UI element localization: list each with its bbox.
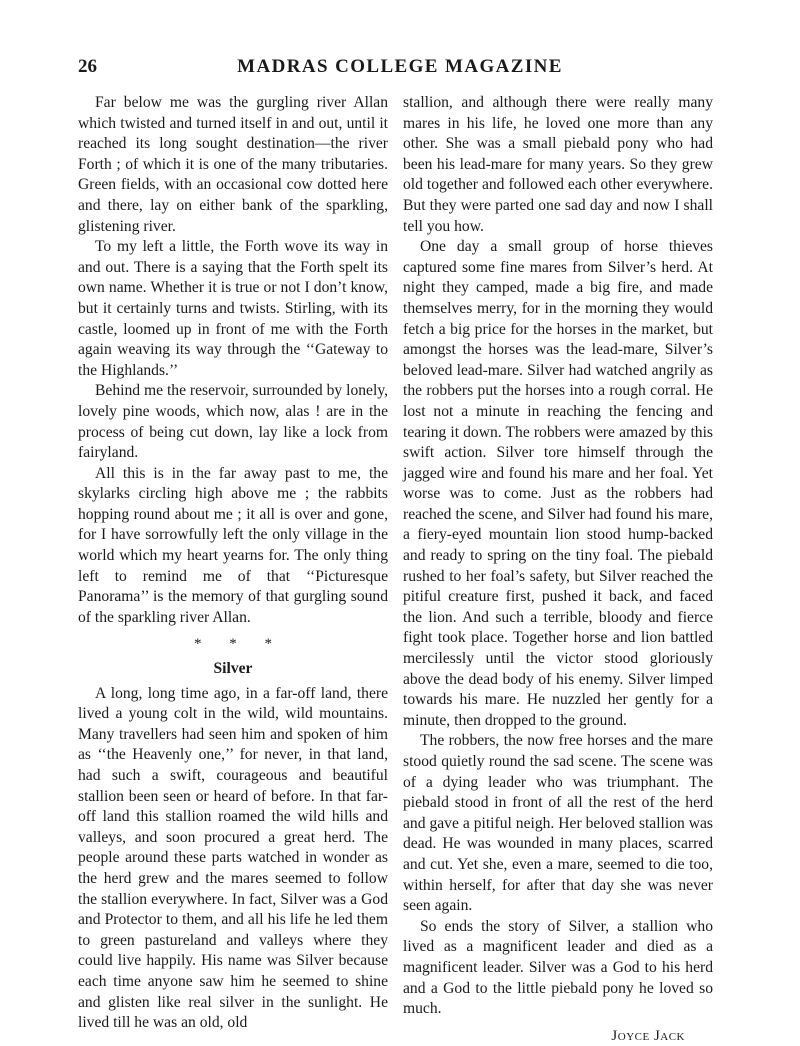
paragraph: Far below me was the gurgling river Allan which twisted and turned itself in and out, until it reached its long sought destination—the river Forth ; of which it is one of the many tributaries. Green fields, with an occasional cow dotted here and there, lay on either bank of the sparkling, glistening river. — [78, 94, 388, 235]
paragraph: To my left a little, the Forth wove its way in and out. There is a saying that the Forth spelt its own name. Whether it is true or not I don’t know, but it certainly turns and twists. Stirling, with its castle, loomed up in front of me with the Forth again weaving its way through the ‘‘Gateway to the Highlands.’’ — [78, 238, 388, 379]
running-title: MADRAS COLLEGE MAGAZINE — [237, 56, 563, 77]
page-header — [78, 56, 722, 80]
section-separator: * * * — [194, 636, 272, 653]
left-column — [78, 93, 388, 1034]
paragraph: The robbers, the now free horses and the mare stood quietly round the sad scene. The scene was of a dying leader who was triumphant. The piebald stood in front of all the rest of the herd and gave a pitiful neigh. Her beloved stallion was dead. He was wounded in many places, scarred and cut. Yet she, even a mare, seemed to die too, within herself, for after that day she was never seen again. — [403, 732, 713, 915]
author-signature: Joyce Jack — [611, 1027, 685, 1044]
paragraph-continued: stallion, and although there were really many mares in his life, he loved one more than any other. She was a small piebald pony who had been his lead-mare for many years. So they grew old together and followed each other everywhere. But they were parted one sad day and now I shall tell you how. — [403, 94, 713, 235]
story-title: Silver — [213, 660, 253, 678]
page-number: 26 — [78, 56, 97, 77]
paragraph: Behind me the reservoir, surrounded by lonely, lovely pine woods, which now, alas ! are in the process of being cut down, lay like a lock from fairyland. — [78, 382, 388, 462]
paragraph: A long, long time ago, in a far-off land, there lived a young colt in the wild, wild mountains. Many travellers had seen him and spoken of him as ‘‘the Heavenly one,’’ for never, in that land, had such a swift, courageous and beautiful stallion been seen or heard of before. In that far-off land this stallion roamed the wild hills and valleys, and soon procured a great herd. The people around these parts watched in wonder as the herd grew and the mares seemed to follow the stallion everywhere. In fact, Silver was a God and Protector to them, and all his life he led them to green pastureland and valleys where they could live happily. His name was Silver because each time anyone saw him he seemed to shine and glisten like real silver in the sunlight. He lived till he was an old, old — [78, 684, 388, 1032]
paragraph: One day a small group of horse thieves captured some fine mares from Silver’s herd. At night they camped, made a big fire, and made themselves merry, for in the morning they would fetch a big price for the horses in the market, but amongst the horses was the lead-mare, Silver’s beloved lead-mare. Silver had watched angrily as the robbers put the horses into a rough corral. He lost not a minute in reaching the fencing and tearing it down. The robbers were amazed by this swift action. Silver tore himself through the jagged wire and found his mare and her foal. Yet worse was to come. Just as the robbers had reached the scene, and Silver had found his mare, a fiery-eyed mountain lion stood hump-backed and ready to spring on the tiny foal. The piebald rushed to her foal’s safety, but Silver reached the pitiful creature first, pushed it back, and faced the lion. And such a terrible, bloody and fierce fight took place. Together horse and lion battled mercilessly until the victor stood gloriously above the dead body of his enemy. Silver limped towards his mare. He nuzzled her gently for a minute, then dropped to the ground. — [403, 238, 713, 729]
paragraph: So ends the story of Silver, a stallion who lived as a magnificent leader and died as a magnificent leader. Silver was a God to his herd and a God to the little piebald pony he loved so much. — [403, 917, 713, 1018]
paragraph: All this is in the far away past to me, the skylarks circling high above me ; the rabbits hopping round about me ; it all is over and gone, for I have sorrowfully left the only village in the world which my heart yearns for. The only thing left to remind me of that ‘‘Picturesque Panorama’’ is the memory of that gurgling sound of the sparkling river Allan. — [78, 464, 388, 626]
right-column — [403, 93, 713, 1046]
